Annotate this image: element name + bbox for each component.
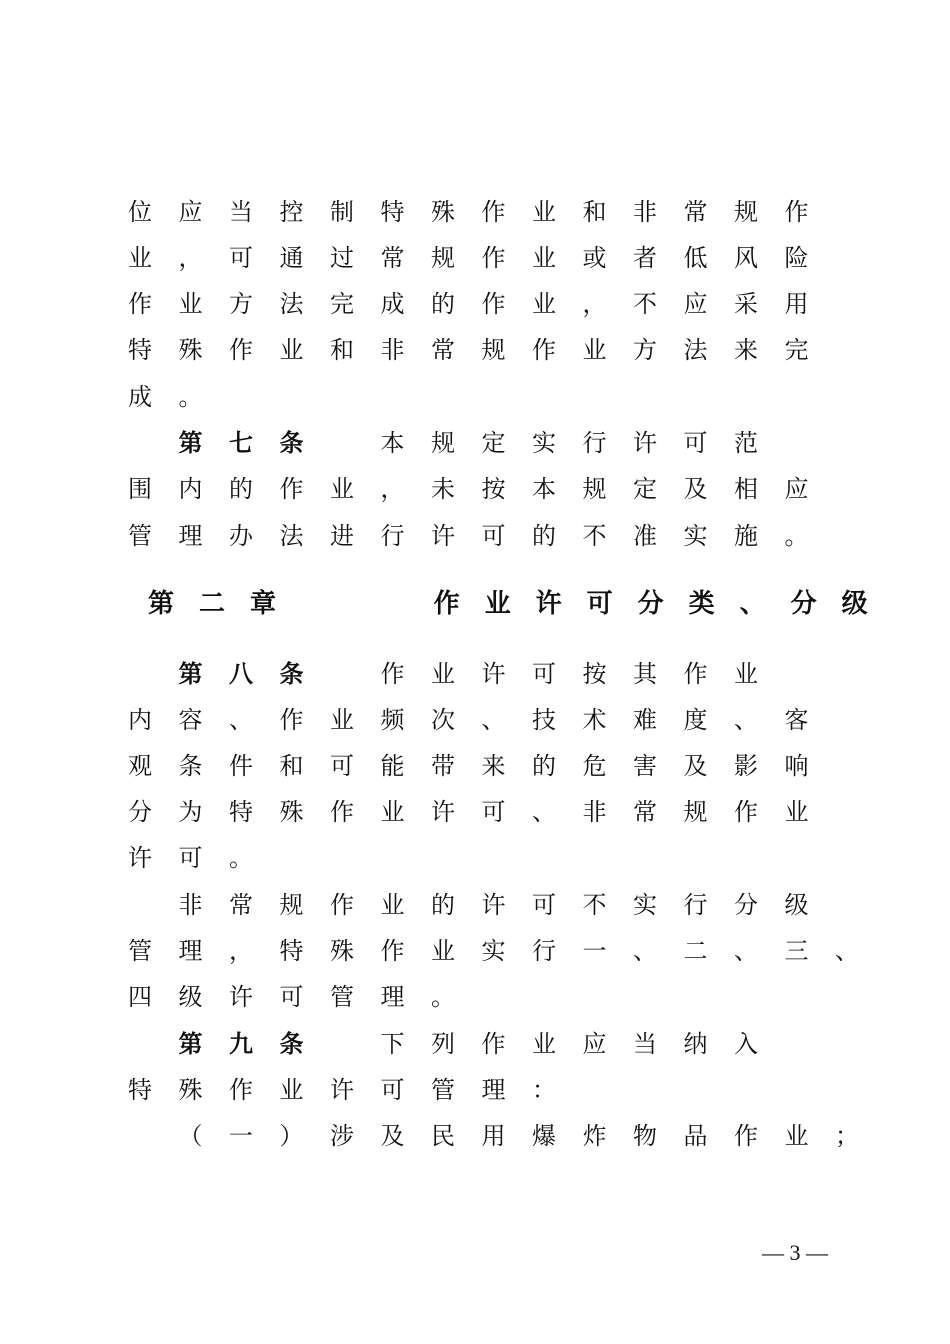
text-char: 三 <box>784 937 809 965</box>
text-char: 纳 <box>683 1030 708 1058</box>
text-char: 来 <box>481 752 506 780</box>
text-char: 。 <box>431 983 455 1011</box>
text-char: 通 <box>279 244 304 272</box>
text-char: 许 <box>431 522 455 550</box>
text-line <box>0 974 950 1020</box>
text-char: 业 <box>784 798 809 826</box>
text-char: 的 <box>431 891 455 919</box>
text-char: 常 <box>683 198 708 226</box>
text-line <box>0 789 950 835</box>
text-line <box>0 1021 950 1067</box>
text-char: 规 <box>431 429 455 457</box>
text-char: 可 <box>481 522 506 550</box>
text-char: 管 <box>431 1076 455 1104</box>
text-char: 可 <box>380 1076 405 1104</box>
text-char: 的 <box>229 475 253 503</box>
text-char: 危 <box>582 752 607 780</box>
text-char: 害 <box>633 752 657 780</box>
text-char: 完 <box>330 290 354 318</box>
text-char: 业 <box>532 1030 556 1058</box>
text-char: 实 <box>683 522 708 550</box>
text-char: 第 <box>178 659 203 688</box>
text-char: 方 <box>633 336 657 364</box>
text-char: 的 <box>532 522 556 550</box>
text-char: 类 <box>688 589 715 619</box>
text-char: 当 <box>229 198 253 226</box>
text-char: 准 <box>633 522 657 550</box>
text-char: 容 <box>178 706 203 734</box>
text-char: 殊 <box>178 1076 203 1104</box>
text-line <box>0 466 950 512</box>
text-char: 业 <box>128 244 152 272</box>
text-char: 行 <box>683 891 708 919</box>
text-char: 殊 <box>330 937 354 965</box>
text-char: ） <box>279 1122 304 1150</box>
text-char: 实 <box>481 937 506 965</box>
text-line <box>0 928 950 974</box>
text-line <box>0 882 950 928</box>
text-char: 。 <box>178 383 203 411</box>
text-char: 业 <box>484 589 511 619</box>
page-number: — 3 — <box>762 1240 828 1265</box>
text-char: 规 <box>481 336 506 364</box>
text-char: 特 <box>279 937 304 965</box>
text-char: 当 <box>633 1030 657 1058</box>
text-char: 业 <box>380 891 405 919</box>
text-line <box>0 697 950 743</box>
text-char: 可 <box>532 891 556 919</box>
text-line <box>0 581 950 627</box>
text-char: 业 <box>532 290 556 318</box>
text-char: 规 <box>734 198 758 226</box>
text-char: 和 <box>330 336 354 364</box>
text-char: 可 <box>330 752 354 780</box>
text-char: 带 <box>431 752 455 780</box>
text-char: 应 <box>683 290 708 318</box>
text-line <box>0 235 950 281</box>
text-char: 七 <box>229 428 253 457</box>
text-char: 行 <box>380 522 405 550</box>
text-char: 本 <box>380 429 405 457</box>
text-char: 能 <box>380 752 405 780</box>
text-char: 入 <box>734 1030 758 1058</box>
text-char: 作 <box>532 336 556 364</box>
text-char: 理 <box>178 522 203 550</box>
text-char: 分 <box>790 589 817 619</box>
text-line <box>0 374 950 420</box>
text-char: 进 <box>330 522 354 550</box>
text-char: 频 <box>380 706 405 734</box>
text-char: 许 <box>229 983 253 1011</box>
text-char: 作 <box>128 290 152 318</box>
text-char: 特 <box>229 798 253 826</box>
text-char: 下 <box>380 1030 405 1058</box>
text-char: 者 <box>633 244 657 272</box>
text-char: 作 <box>481 290 506 318</box>
text-char: 条 <box>178 752 203 780</box>
text-char: 许 <box>330 1076 354 1104</box>
text-char: 许 <box>128 844 152 872</box>
text-char: 内 <box>178 475 203 503</box>
text-char: 业 <box>279 336 304 364</box>
text-char: 行 <box>532 937 556 965</box>
text-char: 非 <box>380 336 405 364</box>
text-char: ， <box>178 244 203 272</box>
text-char: 可 <box>279 983 304 1011</box>
text-char: 度 <box>683 706 708 734</box>
text-char: （ <box>178 1122 203 1150</box>
text-char: 可 <box>229 244 253 272</box>
text-char: 低 <box>683 244 708 272</box>
text-char: 规 <box>683 798 708 826</box>
text-char: 可 <box>481 798 506 826</box>
text-char: 应 <box>784 475 809 503</box>
text-char: 作 <box>330 798 354 826</box>
text-line <box>0 327 950 373</box>
text-line <box>0 1113 950 1159</box>
text-char: 按 <box>481 475 506 503</box>
text-char: 险 <box>784 244 809 272</box>
text-char: 第 <box>147 589 174 619</box>
text-char: 行 <box>582 429 607 457</box>
text-char: 相 <box>734 475 758 503</box>
text-char: 围 <box>128 475 152 503</box>
text-char: 作 <box>734 798 758 826</box>
text-char: 业 <box>784 1122 809 1150</box>
text-char: 二 <box>198 589 225 619</box>
text-char: 、 <box>481 706 506 734</box>
text-char: 、 <box>734 937 758 965</box>
text-char: 殊 <box>178 336 203 364</box>
text-char: 列 <box>431 1030 455 1058</box>
text-char: 理 <box>380 983 405 1011</box>
text-char: 内 <box>128 706 152 734</box>
text-char: 不 <box>633 290 657 318</box>
text-char: 影 <box>734 752 758 780</box>
text-char: 殊 <box>431 198 455 226</box>
text-char: 理 <box>178 937 203 965</box>
text-char: 级 <box>178 983 203 1011</box>
text-char: 成 <box>380 290 405 318</box>
text-char: 其 <box>633 660 657 688</box>
text-char: 。 <box>784 522 809 550</box>
text-line <box>0 420 950 466</box>
text-char: 作 <box>734 1122 758 1150</box>
text-char: 业 <box>582 336 607 364</box>
text-char: 业 <box>330 475 354 503</box>
text-char: 来 <box>734 336 758 364</box>
text-char: 特 <box>128 1076 152 1104</box>
text-char: 作 <box>481 1030 506 1058</box>
text-char: 非 <box>582 798 607 826</box>
text-char: 常 <box>380 244 405 272</box>
text-line <box>0 189 950 235</box>
text-char: 级 <box>841 589 868 619</box>
text-char: 业 <box>431 660 455 688</box>
text-line <box>0 1067 950 1113</box>
text-char: 业 <box>380 798 405 826</box>
text-char: 规 <box>279 891 304 919</box>
text-char: 爆 <box>532 1122 556 1150</box>
text-char: 可 <box>532 660 556 688</box>
text-line <box>0 835 950 881</box>
text-char: 施 <box>734 522 758 550</box>
text-char: 可 <box>586 589 613 619</box>
text-char: 制 <box>330 198 354 226</box>
text-char: 许 <box>431 798 455 826</box>
text-char: 作 <box>380 660 405 688</box>
text-char: 分 <box>128 798 152 826</box>
text-line <box>0 651 950 697</box>
text-char: 风 <box>734 244 758 272</box>
text-char: 观 <box>128 752 152 780</box>
text-char: ， <box>380 475 405 503</box>
text-char: 许 <box>633 429 657 457</box>
text-char: 管 <box>128 937 152 965</box>
text-char: 定 <box>481 429 506 457</box>
text-char: 实 <box>532 429 556 457</box>
text-char: 作 <box>229 336 253 364</box>
text-char: 件 <box>229 752 253 780</box>
text-char: 及 <box>683 475 708 503</box>
text-char: 非 <box>178 891 203 919</box>
text-char: 术 <box>582 706 607 734</box>
text-char: 未 <box>431 475 455 503</box>
text-char: 作 <box>433 589 460 619</box>
text-char: 八 <box>229 659 253 688</box>
text-char: 常 <box>431 336 455 364</box>
text-char: ； <box>835 1122 859 1150</box>
text-char: 理 <box>481 1076 506 1104</box>
text-char: 的 <box>532 752 556 780</box>
text-char: 四 <box>128 983 152 1011</box>
text-char: 法 <box>683 336 708 364</box>
text-char: 为 <box>178 798 203 826</box>
text-char: 作 <box>279 706 304 734</box>
text-char: 用 <box>481 1122 506 1150</box>
text-char: 物 <box>633 1122 657 1150</box>
text-char: 作 <box>380 937 405 965</box>
text-char: 许 <box>481 660 506 688</box>
text-char: 和 <box>582 198 607 226</box>
text-char: 法 <box>279 290 304 318</box>
text-char: 的 <box>431 290 455 318</box>
text-char: 、 <box>739 589 766 619</box>
text-char: 响 <box>784 752 809 780</box>
text-char: 范 <box>734 429 758 457</box>
text-char: 方 <box>229 290 253 318</box>
text-char: 常 <box>229 891 253 919</box>
text-char: 章 <box>249 589 276 619</box>
text-line <box>0 743 950 789</box>
text-char: 控 <box>279 198 304 226</box>
text-char: 二 <box>683 937 708 965</box>
text-char: 可 <box>683 429 708 457</box>
text-char: 九 <box>229 1029 253 1058</box>
text-char: 常 <box>633 798 657 826</box>
text-char: 作 <box>229 1076 253 1104</box>
text-char: 特 <box>380 198 405 226</box>
text-char: 客 <box>784 706 809 734</box>
text-char: 炸 <box>582 1122 607 1150</box>
text-char: 级 <box>784 891 809 919</box>
text-char: 作 <box>481 244 506 272</box>
text-char: 法 <box>279 522 304 550</box>
text-char: ： <box>532 1076 556 1104</box>
text-char: 用 <box>784 290 809 318</box>
text-char: 技 <box>532 706 556 734</box>
text-char: 不 <box>582 891 607 919</box>
text-char: 规 <box>431 244 455 272</box>
text-char: 许 <box>481 891 506 919</box>
text-char: 采 <box>734 290 758 318</box>
text-char: 非 <box>633 198 657 226</box>
text-char: 及 <box>380 1122 405 1150</box>
text-char: 、 <box>835 937 859 965</box>
text-char: 殊 <box>279 798 304 826</box>
text-char: 。 <box>229 844 253 872</box>
text-char: 可 <box>178 844 203 872</box>
text-char: 及 <box>683 752 708 780</box>
text-char: 条 <box>279 659 304 688</box>
text-char: 品 <box>683 1122 708 1150</box>
text-char: 业 <box>279 1076 304 1104</box>
text-char: 和 <box>279 752 304 780</box>
text-char: 条 <box>279 428 304 457</box>
text-char: 本 <box>532 475 556 503</box>
text-line <box>0 513 950 559</box>
text-char: 应 <box>178 198 203 226</box>
text-char: 作 <box>683 660 708 688</box>
text-char: 作 <box>481 198 506 226</box>
text-char: 位 <box>128 198 152 226</box>
text-char: 业 <box>330 706 354 734</box>
text-char: 、 <box>633 937 657 965</box>
text-char: 业 <box>532 244 556 272</box>
text-char: 管 <box>330 983 354 1011</box>
text-char: 业 <box>532 198 556 226</box>
text-char: 应 <box>582 1030 607 1058</box>
text-char: 民 <box>431 1122 455 1150</box>
text-char: 成 <box>128 383 152 411</box>
text-char: 作 <box>330 891 354 919</box>
text-char: 作 <box>279 475 304 503</box>
text-char: 条 <box>279 1029 304 1058</box>
text-char: 完 <box>784 336 809 364</box>
text-char: 涉 <box>330 1122 354 1150</box>
text-char: 次 <box>431 706 455 734</box>
text-char: 一 <box>582 937 607 965</box>
text-char: 第 <box>178 1029 203 1058</box>
text-char: 或 <box>582 244 607 272</box>
text-char: 分 <box>734 891 758 919</box>
text-char: 、 <box>532 798 556 826</box>
text-char: 定 <box>633 475 657 503</box>
text-line <box>0 281 950 327</box>
text-char: ， <box>582 290 607 318</box>
text-char: 、 <box>229 706 253 734</box>
text-char: 过 <box>330 244 354 272</box>
text-char: 管 <box>128 522 152 550</box>
text-char: ， <box>229 937 253 965</box>
text-char: 按 <box>582 660 607 688</box>
text-char: 难 <box>633 706 657 734</box>
text-char: 办 <box>229 522 253 550</box>
text-char: 许 <box>535 589 562 619</box>
text-char: 不 <box>582 522 607 550</box>
text-char: 第 <box>178 428 203 457</box>
text-char: 业 <box>178 290 203 318</box>
text-char: 、 <box>734 706 758 734</box>
text-char: 业 <box>734 660 758 688</box>
text-char: 一 <box>229 1122 253 1150</box>
text-char: 业 <box>431 937 455 965</box>
text-char: 特 <box>128 336 152 364</box>
text-char: 规 <box>582 475 607 503</box>
text-char: 分 <box>637 589 664 619</box>
text-char: 作 <box>784 198 809 226</box>
text-char: 实 <box>633 891 657 919</box>
